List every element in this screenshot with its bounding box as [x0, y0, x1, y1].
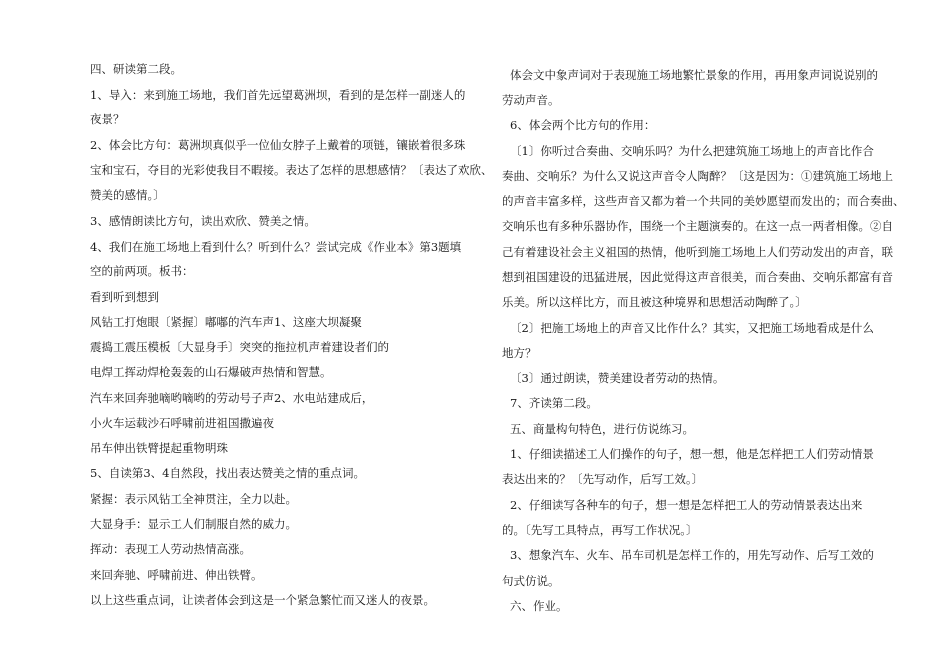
board-row: 风钻工打炮眼〔紧握〕嘟嘟的汽车声1、这座大坝凝聚 — [90, 315, 362, 329]
text-line: 3、想象汽车、火车、吊车司机是怎样工作的，用先写动作、后写工效的 — [510, 548, 874, 562]
text-line: 〔2〕把施工场地上的声音又比作什么？其实，又把施工场地看成是什么 — [510, 321, 874, 335]
board-row: 吊车伸出铁臂提起重物明珠 — [90, 441, 228, 455]
board-row: 小火车运载沙石呼啸前进祖国撒遍夜 — [90, 416, 274, 430]
text-line: 夜景？ — [90, 112, 125, 126]
text-line: 想到祖国建设的迅猛进展，因此觉得这声音很美，而合奏曲、交响乐都富有音 — [502, 270, 893, 284]
section-heading: 六、作业。 — [510, 599, 568, 613]
text-line: 表达出来的？〔先写动作，后写工效。〕 — [502, 472, 704, 486]
text-line: 4、我们在施工场地上看到什么？听到什么？尝试完成《作业本》第3题填 — [90, 240, 462, 254]
text-line: 地方？ — [502, 346, 537, 360]
text-line: 以上这些重点词，让读者体会到这是一个紧急繁忙而又迷人的夜景。 — [90, 593, 435, 607]
text-line: 奏曲、交响乐？为什么又说这声音令人陶醉？〔这是因为：①建筑施工场地上 — [502, 169, 893, 183]
text-line: 2、仔细读写各种车的句子，想一想是怎样把工人的劳动情景表达出来 — [510, 498, 863, 512]
text-line: 5、自读第3、4自然段，找出表达赞美之情的重点词。 — [90, 466, 365, 480]
text-line: 〔3〕通过朗读，赞美建设者劳动的热情。 — [510, 371, 725, 385]
text-line: 乐美。所以这样比方，而且被这种境界和思想活动陶醉了。〕 — [502, 295, 807, 309]
text-line: 空的前两项。板书： — [90, 264, 194, 278]
text-line: 3、感情朗读比方句，读出欢欣、赞美之情。 — [90, 214, 316, 228]
text-line: 的。〔先写工具特点，再写工作状况。〕 — [502, 523, 698, 537]
text-line: 7、齐读第二段。 — [510, 396, 598, 410]
board-row: 汽车来回奔驰嘀哟嘀哟的劳动号子声2、水电站建成后， — [90, 391, 374, 405]
board-row: 震捣工震压模板〔大显身手〕突突的拖拉机声着建设者们的 — [90, 340, 389, 354]
text-line: 己有着建设社会主义祖国的热情，他听到施工场地上人们劳动发出的声音，联 — [502, 245, 893, 259]
text-line: 的声音丰富多样，这些声音又都为着一个共同的美妙愿望而发出的；而合奏曲、 — [502, 194, 905, 208]
text-line: 2、体会比方句：葛洲坝真似乎一位仙女脖子上戴着的项链，镶嵌着很多珠 — [90, 138, 466, 152]
text-line: 1、仔细读描述工人们操作的句子，想一想，他是怎样把工人们劳动情景 — [510, 447, 874, 461]
text-line: 来回奔驰、呼啸前进、伸出铁臂。 — [90, 568, 263, 582]
board-row: 电焊工挥动焊枪轰轰的山石爆破声热情和智慧。 — [90, 365, 332, 379]
text-line: 紧握：表示风钻工全神贯注，全力以赴。 — [90, 492, 297, 506]
section-heading: 五、商量构句特色，进行仿说练习。 — [510, 422, 694, 436]
text-line: 大显身手：显示工人们制服自然的威力。 — [90, 517, 297, 531]
section-heading: 四、研读第二段。 — [90, 62, 182, 76]
text-line: 句式仿说。 — [502, 574, 560, 588]
board-heading: 看到听到想到 — [90, 290, 159, 304]
text-line: 1、导入：来到施工场地，我们首先远望葛洲坝，看到的是怎样一副迷人的 — [90, 88, 466, 102]
text-line: 宝和宝石，夺目的光彩使我目不暇接。表达了怎样的思想感情？〔表达了欢欣、 — [90, 163, 493, 177]
text-line: 交响乐也有多种乐器协作，围绕一个主题演奏的。在这一点一两者相像。②自 — [502, 219, 893, 233]
text-line: 6、体会两个比方句的作用： — [510, 118, 656, 132]
text-line: 赞美的感情。〕 — [90, 188, 165, 202]
text-line: 挥动：表现工人劳动热情高涨。 — [90, 542, 251, 556]
text-line: 体会文中象声词对于表现施工场地繁忙景象的作用，再用象声词说说别的 — [510, 68, 878, 82]
text-line: 〔1〕你听过合奏曲、交响乐吗？为什么把建筑施工场地上的声音比作合 — [510, 144, 874, 158]
text-line: 劳动声音。 — [502, 93, 560, 107]
